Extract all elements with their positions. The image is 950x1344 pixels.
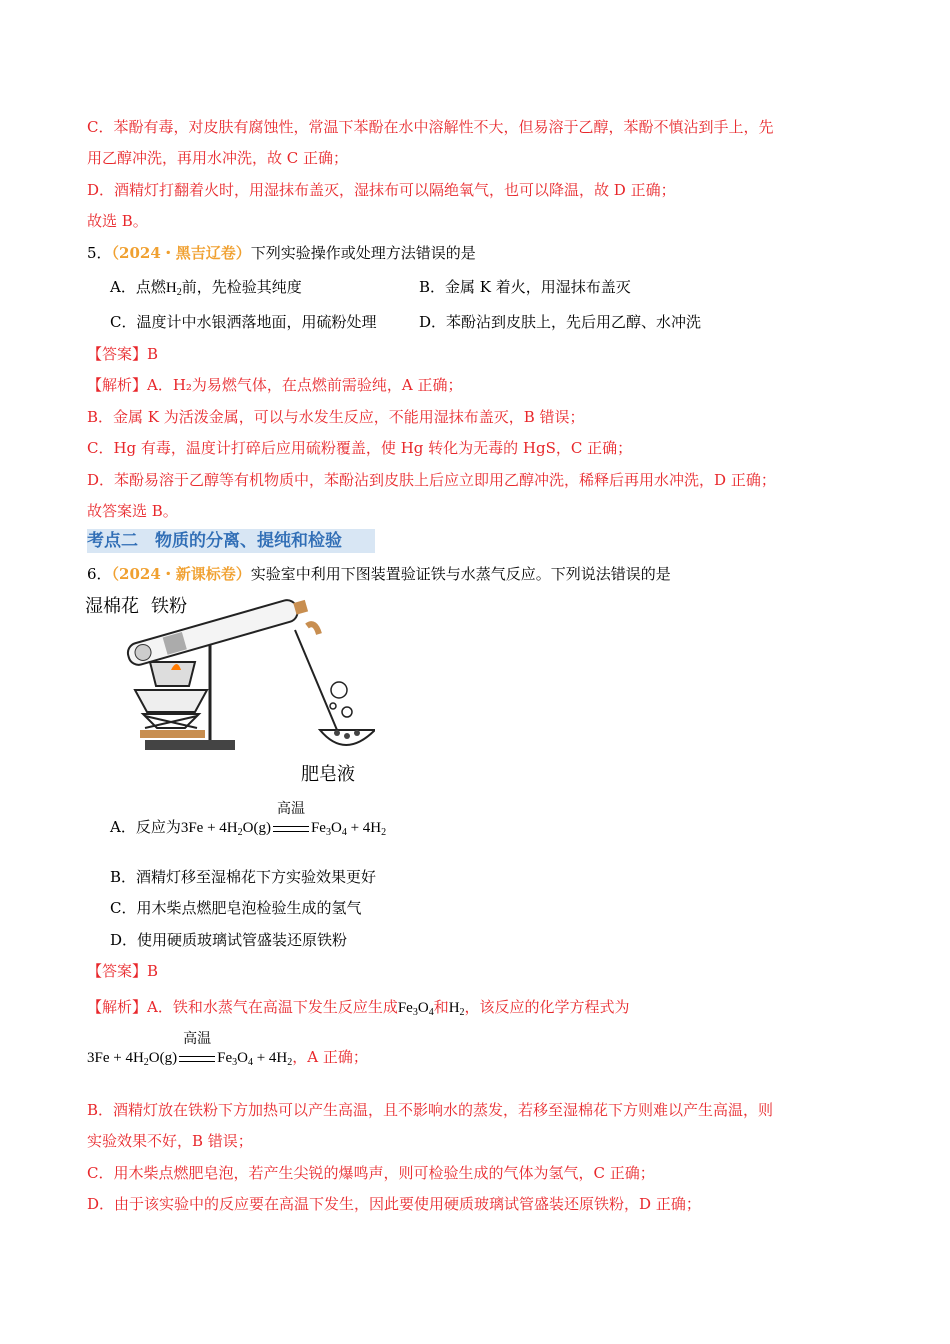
h2-formula: $H_2$: [165, 280, 182, 298]
jack-base: [140, 730, 205, 738]
q5-source: （2024・黑吉辽卷）: [111, 244, 251, 262]
q5-option-a: A．点燃$H_2$前，先检验其纯度: [110, 278, 302, 298]
q5-number: 5．: [87, 244, 112, 262]
q5-option-c: C．温度计中水银洒落地面，用硫粉处理: [110, 313, 377, 331]
q5-analysis-d: D．苯酚易溶于乙醇等有机物质中，苯酚沾到皮肤上后应立即用乙醇冲洗，稀释后再用水冲洗，D 正确；: [87, 471, 776, 489]
q6-option-a: A．反应为$3Fe + 4H_2O(g)$ 高温 $Fe_3O_4 + 4H_2$: [110, 816, 386, 844]
prev-analysis-c-line1: C．苯酚有毒，对皮肤有腐蚀性，常温下苯酚在水中溶解性不大，但易溶于乙醇，苯酚不慎沾到手上，先: [87, 118, 774, 136]
label-wet-cotton: 湿棉花: [85, 596, 139, 617]
prev-conclusion: 故选 B。: [87, 212, 148, 230]
q6-number: 6．: [87, 565, 112, 583]
section-heading: 考点二 物质的分离、提纯和检验: [87, 529, 375, 553]
q5-option-d: D．苯酚沾到皮肤上，先后用乙醇、水冲洗: [419, 313, 702, 331]
soap-bubble: [331, 682, 347, 698]
q6-stem-text: 实验室中利用下图装置验证铁与水蒸气反应。下列说法错误的是: [250, 565, 671, 583]
q6-answer: 【答案】B: [87, 962, 159, 980]
q5-analysis-a: 【解析】A．H₂为易燃气体，在点燃前需验纯，A 正确；: [87, 376, 463, 394]
q6-option-b: B．酒精灯移至湿棉花下方实验效果更好: [110, 868, 377, 886]
q6-stem: [87, 563, 862, 585]
prev-analysis-d: D．酒精灯打翻着火时，用湿抹布盖灭，湿抹布可以隔绝氧气，也可以降温，故 D 正确；: [87, 181, 676, 199]
apparatus-figure: [85, 590, 375, 790]
q6-option-d: D．使用硬质玻璃试管盛装还原铁粉: [110, 931, 348, 949]
delivery-tube: [295, 630, 337, 730]
stand-base: [145, 740, 235, 750]
q5-answer: 【答案】B: [87, 345, 159, 363]
q5-analysis-c: C．Hg 有毒，温度计打碎后应用硫粉覆盖，使 Hg 转化为无毒的 HgS，C 正确；: [87, 439, 633, 457]
label-soap-solution: 肥皂液: [301, 764, 355, 785]
q6-source: （2024・新课标卷）: [111, 565, 251, 583]
q6-analysis-c: C．用木柴点燃肥皂泡，若产生尖锐的爆鸣声，则可检验生成的气体为氢气，C 正确；: [87, 1164, 655, 1182]
q6-analysis-a: 【解析】A．铁和水蒸气在高温下发生反应生成$Fe_3O_4$和$H_2$，该反应的化学方程式为: [87, 998, 630, 1018]
q6-analysis-b-line2: 实验效果不好，B 错误；: [87, 1132, 253, 1150]
q5-option-b: B．金属 K 着火，用湿抹布盖灭: [419, 278, 631, 296]
q5-stem-text: 下列实验操作或处理方法错误的是: [250, 244, 476, 262]
condition-high-temp: 高温: [276, 801, 305, 817]
h2-formula-analysis: $H_2$: [448, 1000, 465, 1018]
fe3o4-formula: $Fe_3O_4$: [397, 1000, 434, 1018]
q6-analysis-b-line1: B．酒精灯放在铁粉下方加热可以产生高温，且不影响水的蒸发，若移至湿棉花下方则难以产生高温，则: [87, 1101, 774, 1119]
wire-mesh: [150, 662, 195, 686]
reaction-equation-a: $3Fe + 4H_2O(g)$ 高温 $Fe_3O_4 + 4H_2$: [181, 820, 386, 836]
q6-analysis-d: D．由于该实验中的反应要在高温下发生，因此要使用硬质玻璃试管盛装还原铁粉，D 正确；: [87, 1195, 701, 1213]
label-iron-powder: 铁粉: [151, 596, 187, 617]
alcohol-lamp: [135, 690, 207, 712]
q6-analysis-equation: $3Fe + 4H_2O(g)$ 高温 $Fe_3O_4 + 4H_2$，A 正确；: [87, 1031, 368, 1068]
prev-analysis-c-line2: 用乙醇冲洗，再用水冲洗，故 C 正确；: [87, 149, 349, 167]
q5-analysis-conclusion: 故答案选 B。: [87, 502, 178, 520]
reaction-equation: $3Fe + 4H_2O(g)$ 高温 $Fe_3O_4 + 4H_2$: [87, 1031, 293, 1068]
q5-analysis-b: B．金属 K 为活泼金属，可以与水发生反应，不能用湿抹布盖灭，B 错误；: [87, 408, 585, 426]
q6-option-c: C．用木柴点燃肥皂泡检验生成的氢气: [110, 899, 362, 917]
q5-stem: [87, 242, 862, 264]
